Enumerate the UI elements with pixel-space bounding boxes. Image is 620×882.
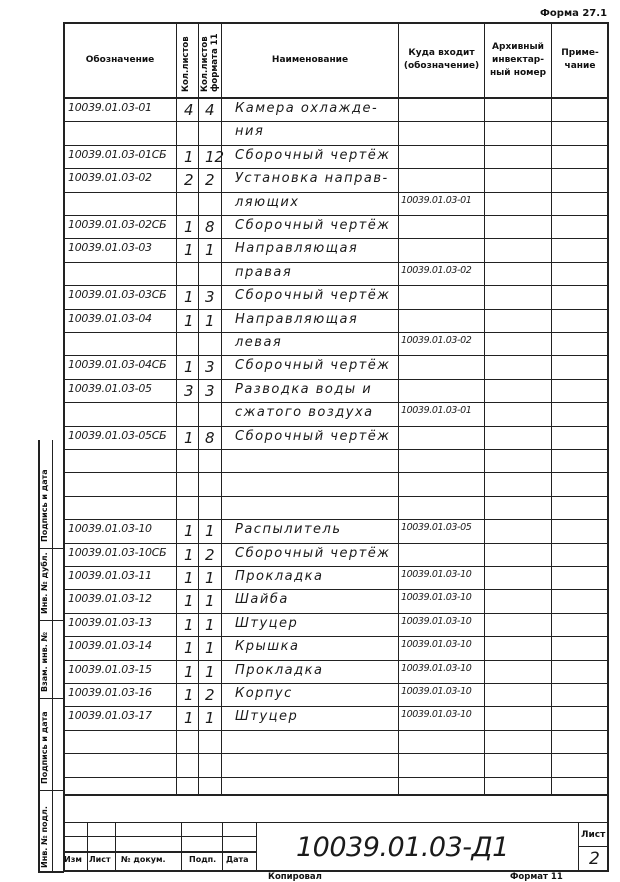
row-name: Разводка воды и	[235, 382, 373, 397]
row-name: Камера охлажде-	[235, 101, 379, 116]
row-line	[63, 215, 609, 216]
row-format-qty: 8	[205, 429, 215, 447]
row-name: Крышка	[235, 639, 300, 654]
row-qty: 1	[184, 663, 194, 681]
row-line	[63, 262, 609, 263]
header-where-used: Куда входит (обозначение)	[403, 48, 480, 71]
header-archive: Архивный инвектар-ный номер	[489, 41, 547, 78]
row-line	[63, 543, 609, 544]
row-name: Прокладка	[235, 569, 324, 584]
row-qty: 1	[184, 546, 194, 564]
row-designation: 10039.01.03-04	[68, 312, 152, 325]
tb-col-4	[222, 822, 223, 872]
row-name: Штуцер	[235, 616, 299, 631]
side-label-inv: Инв. № подл.	[40, 806, 49, 868]
row-qty: 1	[184, 709, 194, 727]
tb-sign: Подп.	[189, 855, 217, 864]
row-designation: 10039.01.03-01СБ	[68, 148, 167, 161]
row-where-used: 10039.01.03-02	[401, 265, 472, 276]
row-designation: 10039.01.03-15	[68, 663, 152, 676]
side-divider	[52, 440, 53, 872]
row-qty: 1	[184, 429, 194, 447]
row-designation: 10039.01.03-17	[68, 709, 152, 722]
row-name: Направляющая	[235, 241, 359, 256]
form-label: Форма 27.1	[540, 8, 608, 19]
footer-format: Формат 11	[510, 872, 563, 882]
row-designation: 10039.01.03-10СБ	[68, 546, 167, 559]
row-format-qty: 2	[205, 686, 215, 704]
row-name: ляющих	[235, 195, 300, 210]
footer-copied: Копировал	[268, 872, 322, 882]
sheet-number: 2	[589, 849, 600, 869]
side-label-sign-1: Подпись и дата	[40, 469, 49, 542]
row-qty: 1	[184, 522, 194, 540]
row-where-used: 10039.01.03-02	[401, 335, 472, 346]
row-line	[63, 402, 609, 403]
row-line	[63, 777, 609, 778]
row-designation: 10039.01.03-03СБ	[68, 288, 167, 301]
row-name: Направляющая	[235, 312, 359, 327]
row-line	[63, 753, 609, 754]
header-qty-format: Кол.листов формата 11	[200, 33, 220, 92]
row-qty: 1	[184, 686, 194, 704]
row-qty: 1	[184, 288, 194, 306]
row-line	[63, 706, 609, 707]
row-designation: 10039.01.03-03	[68, 241, 152, 254]
row-format-qty: 1	[205, 522, 215, 540]
tb-row-1	[63, 836, 256, 837]
row-where-used: 10039.01.03-10	[401, 569, 472, 580]
row-name: левая	[235, 335, 283, 350]
binding-bottom	[38, 871, 64, 873]
row-name: Корпус	[235, 686, 293, 701]
tb-list: Лист	[89, 855, 111, 864]
side-label-sign-2: Подпись и дата	[40, 711, 49, 784]
row-line	[63, 426, 609, 427]
row-line	[63, 449, 609, 450]
row-line	[63, 332, 609, 333]
row-line	[63, 472, 609, 473]
row-where-used: 10039.01.03-10	[401, 663, 472, 674]
row-line	[63, 636, 609, 637]
row-name: Сборочный чертёж	[235, 429, 391, 444]
row-qty: 2	[184, 171, 194, 189]
table-bottom	[63, 794, 609, 796]
row-name: Сборочный чертёж	[235, 358, 391, 373]
row-where-used: 10039.01.03-10	[401, 686, 472, 697]
row-format-qty: 1	[205, 616, 215, 634]
tb-sheet-sep	[578, 846, 609, 847]
row-line	[63, 355, 609, 356]
side-sep-4	[38, 790, 63, 791]
row-name: сжатого воздуха	[235, 405, 374, 420]
row-line	[63, 192, 609, 193]
row-designation: 10039.01.03-12	[68, 592, 152, 605]
row-format-qty: 3	[205, 288, 215, 306]
tb-izm: Изм	[64, 855, 82, 864]
tb-date: Дата	[226, 855, 249, 864]
row-qty: 1	[184, 312, 194, 330]
row-designation: 10039.01.03-01	[68, 101, 152, 114]
row-line	[63, 168, 609, 169]
row-line	[63, 285, 609, 286]
col-sep-4	[398, 22, 399, 794]
row-designation: 10039.01.03-10	[68, 522, 152, 535]
row-line	[63, 566, 609, 567]
row-line	[63, 730, 609, 731]
tb-sep-main	[256, 822, 257, 872]
row-format-qty: 4	[205, 101, 215, 119]
row-name: Установка направ-	[235, 171, 389, 186]
row-line	[63, 519, 609, 520]
row-format-qty: 3	[205, 358, 215, 376]
row-qty: 1	[184, 616, 194, 634]
col-sep-6	[551, 22, 552, 794]
tb-col-3	[181, 822, 182, 872]
header-note: Приме-чание	[561, 48, 599, 71]
row-name: Сборочный чертёж	[235, 148, 391, 163]
row-designation: 10039.01.03-04СБ	[68, 358, 167, 371]
row-format-qty: 2	[205, 171, 215, 189]
row-designation: 10039.01.03-14	[68, 639, 152, 652]
row-qty: 3	[184, 382, 194, 400]
row-name: Распылитель	[235, 522, 342, 537]
row-where-used: 10039.01.03-01	[401, 195, 472, 206]
row-where-used: 10039.01.03-10	[401, 709, 472, 720]
header-qty-sheets: Кол.листов	[181, 36, 191, 92]
row-where-used: 10039.01.03-10	[401, 616, 472, 627]
row-qty: 4	[184, 101, 194, 119]
row-line	[63, 683, 609, 684]
row-where-used: 10039.01.03-10	[401, 639, 472, 650]
row-format-qty: 1	[205, 312, 215, 330]
row-line	[63, 496, 609, 497]
row-format-qty: 8	[205, 218, 215, 236]
row-line	[63, 613, 609, 614]
side-sep-3	[38, 698, 63, 699]
row-line	[63, 379, 609, 380]
row-line	[63, 309, 609, 310]
tb-sep-sheet	[578, 822, 579, 872]
row-designation: 10039.01.03-05СБ	[68, 429, 167, 442]
row-line	[63, 145, 609, 146]
row-qty: 1	[184, 241, 194, 259]
row-designation: 10039.01.03-02СБ	[68, 218, 167, 231]
row-qty: 1	[184, 148, 194, 166]
col-sep-1	[176, 22, 177, 794]
header-name: Наименование	[271, 54, 349, 65]
row-where-used: 10039.01.03-05	[401, 522, 472, 533]
row-where-used: 10039.01.03-10	[401, 592, 472, 603]
tb-top	[63, 822, 609, 823]
row-qty: 1	[184, 218, 194, 236]
tb-doc: № докум.	[121, 855, 166, 864]
header-bottom	[63, 97, 609, 99]
row-name: Шайба	[235, 592, 289, 607]
row-format-qty: 1	[205, 709, 215, 727]
tb-col-1	[87, 822, 88, 872]
row-where-used: 10039.01.03-01	[401, 405, 472, 416]
tb-col-2	[115, 822, 116, 872]
row-format-qty: 12	[205, 148, 225, 166]
row-name: Сборочный чертёж	[235, 218, 391, 233]
col-sep-3	[221, 22, 222, 794]
row-qty: 1	[184, 639, 194, 657]
row-name: правая	[235, 265, 293, 280]
row-designation: 10039.01.03-13	[68, 616, 152, 629]
col-sep-5	[484, 22, 485, 794]
row-format-qty: 2	[205, 546, 215, 564]
tb-row-2	[63, 851, 256, 853]
row-format-qty: 1	[205, 639, 215, 657]
doc-number: 10039.01.03-Д1	[296, 832, 509, 863]
row-name: Сборочный чертёж	[235, 288, 391, 303]
row-line	[63, 238, 609, 239]
side-sep-1	[38, 548, 63, 549]
side-label-vzam: Взам. инв. №	[40, 631, 49, 692]
row-line	[63, 660, 609, 661]
row-line	[63, 589, 609, 590]
row-format-qty: 1	[205, 592, 215, 610]
row-designation: 10039.01.03-16	[68, 686, 152, 699]
side-label-dubl: Инв. № дубл.	[40, 552, 49, 614]
row-qty: 1	[184, 569, 194, 587]
side-sep-2	[38, 620, 63, 621]
sheet-label: Лист	[581, 830, 606, 840]
row-designation: 10039.01.03-05	[68, 382, 152, 395]
row-name: Штуцер	[235, 709, 299, 724]
row-format-qty: 1	[205, 569, 215, 587]
col-sep-2	[198, 22, 199, 794]
row-format-qty: 1	[205, 241, 215, 259]
row-qty: 1	[184, 358, 194, 376]
row-qty: 1	[184, 592, 194, 610]
row-name: Прокладка	[235, 663, 324, 678]
row-format-qty: 3	[205, 382, 215, 400]
row-designation: 10039.01.03-11	[68, 569, 152, 582]
row-format-qty: 1	[205, 663, 215, 681]
row-designation: 10039.01.03-02	[68, 171, 152, 184]
row-name: Сборочный чертёж	[235, 546, 391, 561]
row-name: ния	[235, 124, 265, 139]
row-line	[63, 121, 609, 122]
header-designation: Обозначение	[85, 54, 155, 65]
